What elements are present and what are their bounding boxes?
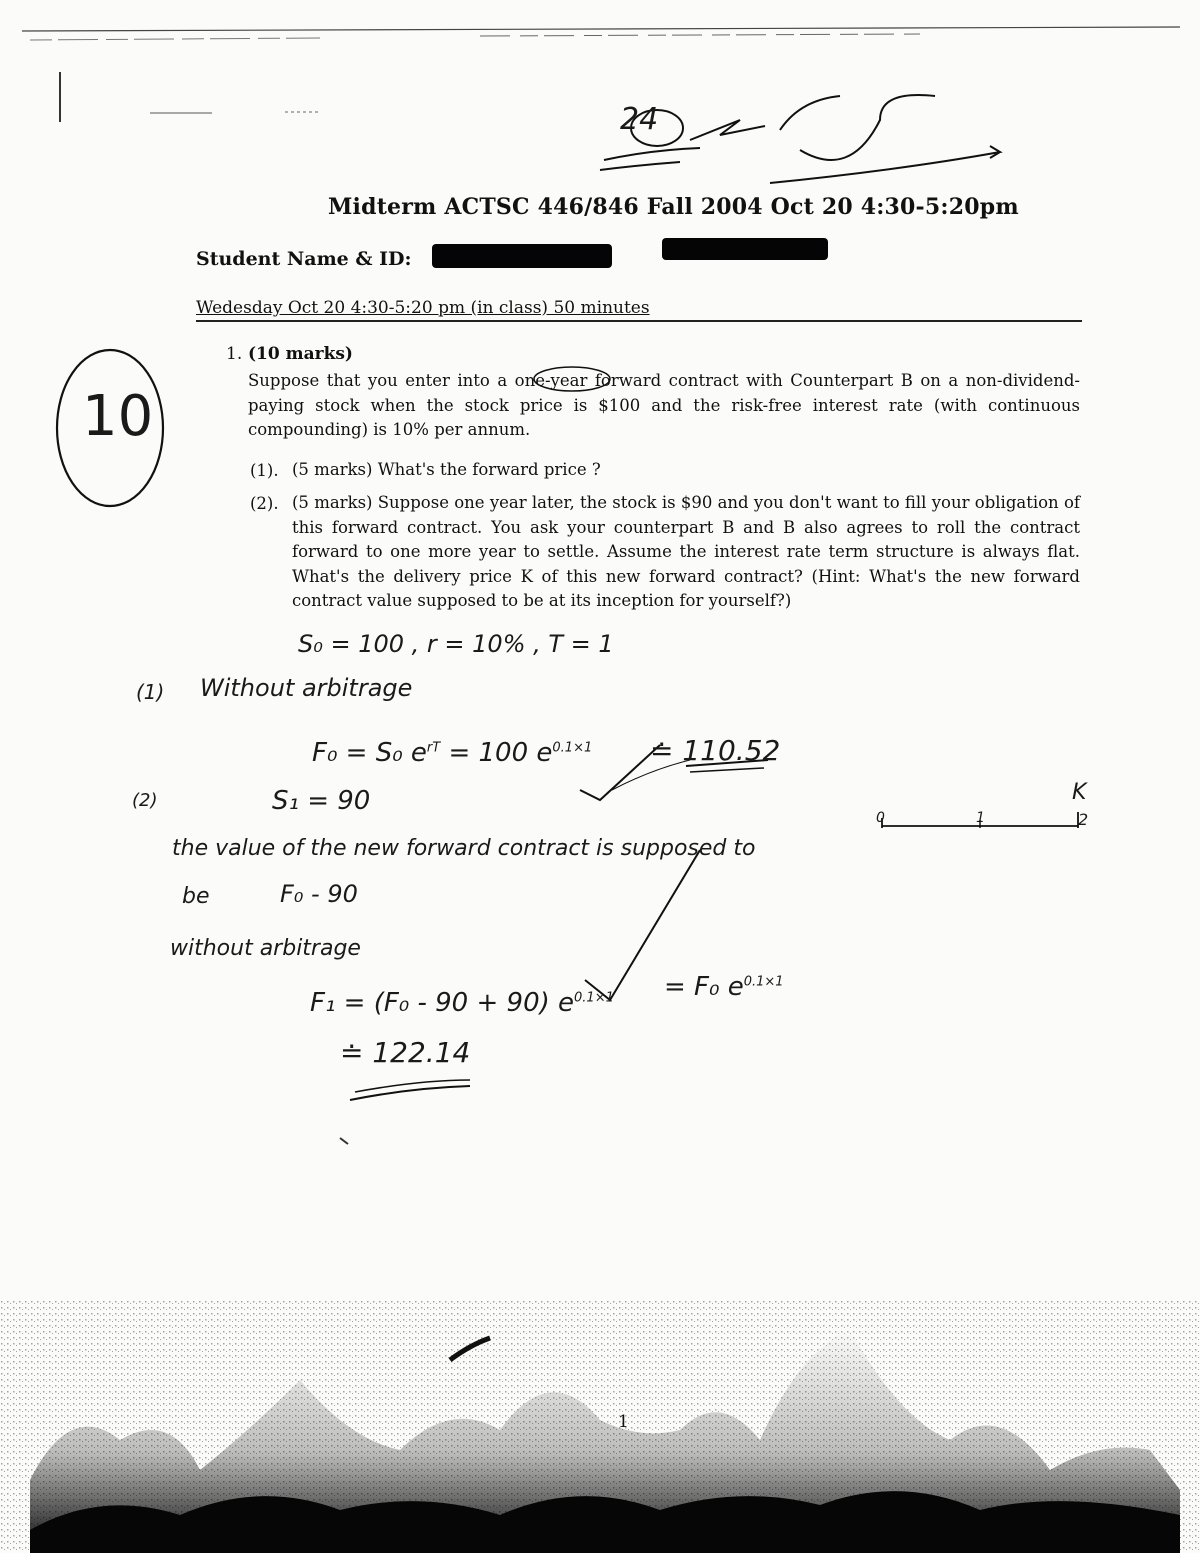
answer-part1-line1: Without arbitrage: [200, 674, 413, 702]
exam-title: Midterm ACTSC 446/846 Fall 2004 Oct 20 4:30-5:20pm: [328, 194, 1019, 220]
answer-part1-label: (1): [136, 680, 165, 704]
answer-part2-line3: without arbitrage: [170, 936, 361, 961]
part-2-label: (2).: [250, 494, 279, 513]
question-marks: (10 marks): [248, 344, 353, 364]
timeline-tick-0: 0: [876, 810, 885, 826]
answer-part2-equals: = F₀ $e^{0.1\times 1}$: [664, 972, 784, 1002]
page-number: 1: [618, 1412, 629, 1432]
answer-part2-value: F₀ - 90: [280, 880, 358, 908]
part-1-text: (5 marks) What's the forward price ?: [292, 460, 601, 479]
exam-subtitle: Wedesday Oct 20 4:30-5:20 pm (in class) 50 minutes: [196, 298, 650, 318]
scan-noise-footer: [0, 1240, 1200, 1553]
answer-part2-s1: S₁ = 90: [272, 786, 371, 816]
student-name-label: Student Name & ID:: [196, 248, 412, 270]
answer-part2-label: (2): [132, 790, 158, 811]
answer-part2-line1: the value of the new forward contract is supposed to: [172, 836, 756, 861]
answer-part1-formula: F₀ = S₀ $e^{rT} = 100$ $e^{0.1\times 1}$: [312, 738, 593, 768]
question-number: 1.: [226, 344, 243, 364]
grade-note-left: 24: [620, 102, 659, 137]
question-text: Suppose that you enter into a one-year forward contract with Counterpart B on a non-dividend-paying stock when the stock price is $100 and the risk-free interest rate (with continuous compounding) is 10% per annum.: [248, 371, 1080, 439]
redaction-id: [662, 238, 828, 260]
answer-part1-result: ≐ 110.52: [650, 734, 781, 767]
part-1-label: (1).: [250, 461, 279, 480]
redaction-name: [432, 244, 612, 268]
part-2-text: (5 marks) Suppose one year later, the stock is $90 and you don't want to fill your obligation of this forward contract. You ask your counterpart B and B also agrees to roll the contract forward to one more year to settle. Assume the interest rate term structure is always flat. What's the delivery price K of this new forward contract? (Hint: What's the new forward contract value supposed to be at its inception for yourself?): [292, 493, 1080, 610]
timeline-tick-1: 1: [976, 810, 985, 826]
header-rule: [196, 320, 1082, 322]
score-circled: 10: [82, 384, 154, 449]
timeline-label-k: K: [1072, 780, 1087, 805]
timeline-tick-2: 2: [1078, 810, 1089, 829]
answer-part2-result: ≐ 122.14: [340, 1036, 471, 1069]
answer-part2-formula: F₁ = (F₀ - 90 + 90) $e^{0.1\times 1}$: [310, 988, 614, 1018]
answer-given: S₀ = 100 , r = 10% , T = 1: [298, 630, 614, 658]
answer-part2-be: be: [182, 884, 210, 909]
